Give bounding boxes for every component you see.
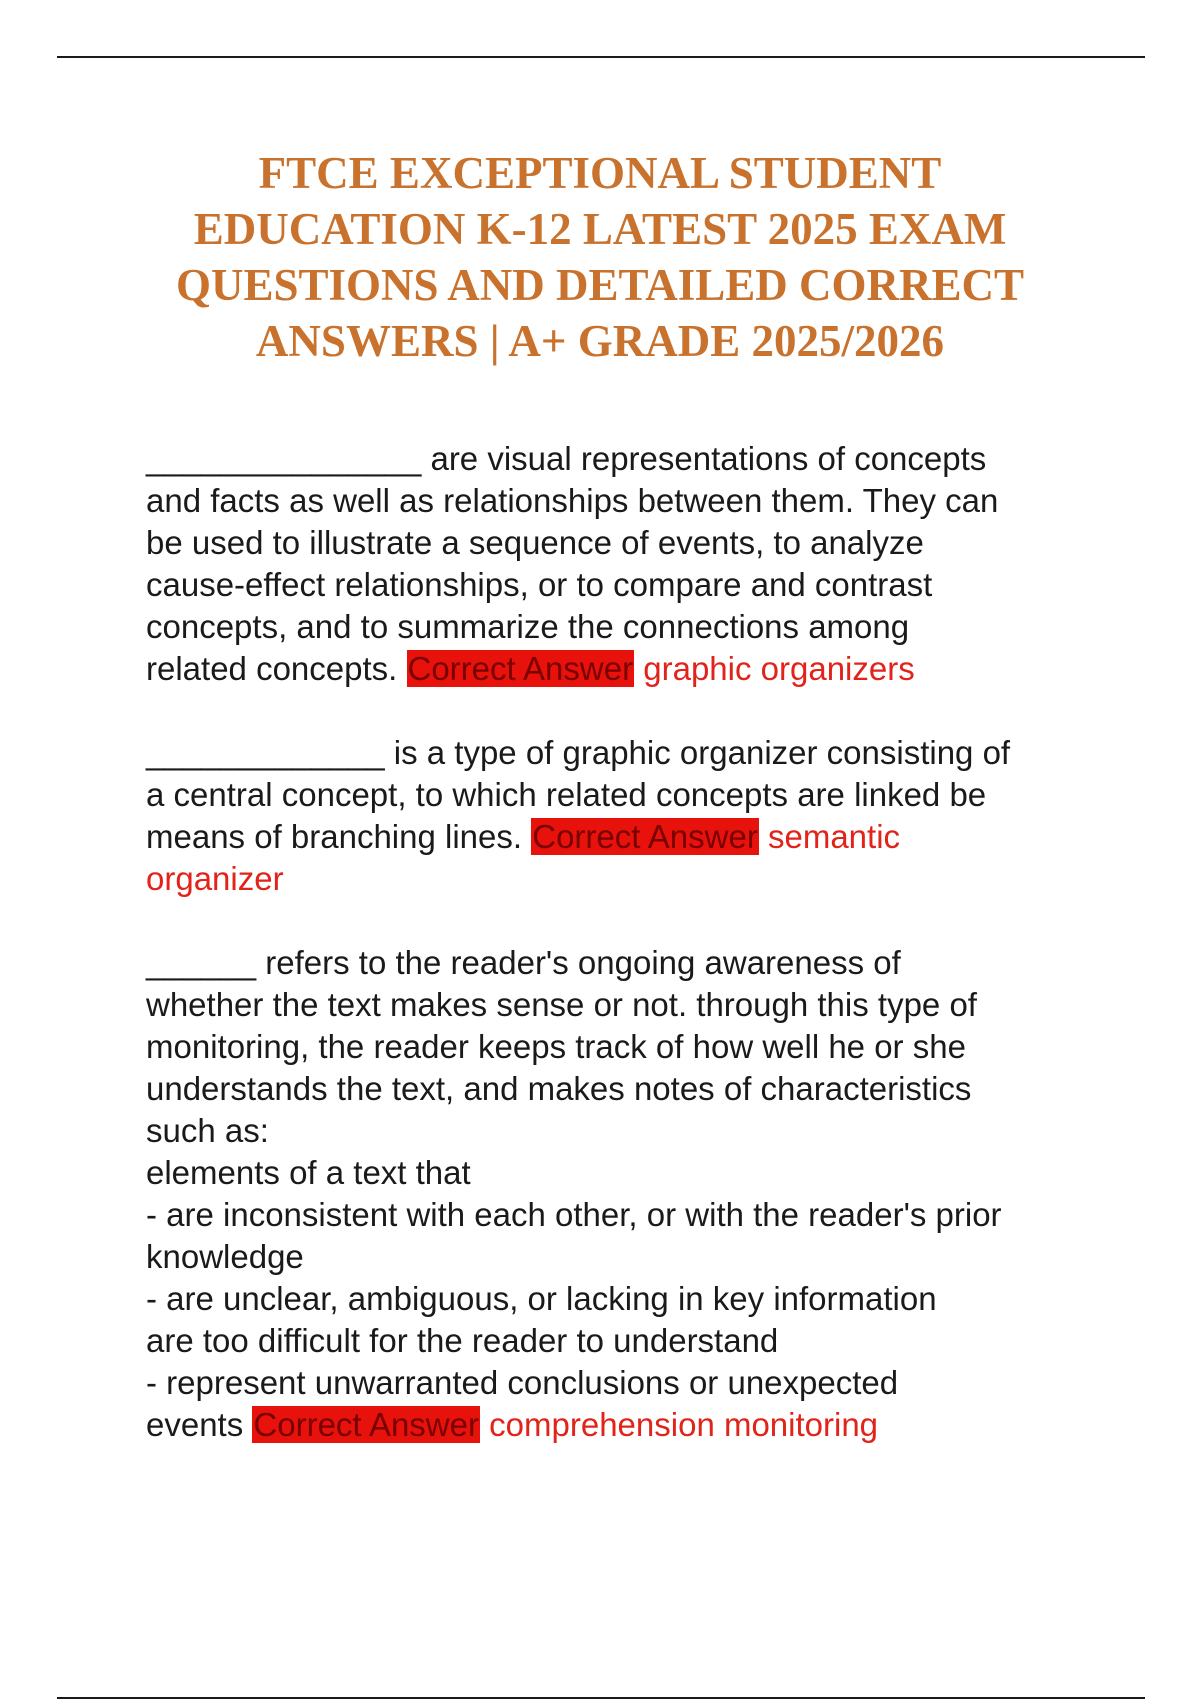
question-line: such as: — [146, 1112, 269, 1149]
question-line: and facts as well as relationships between them. They can — [146, 482, 999, 519]
document-body — [146, 438, 1146, 1488]
title-line: ANSWERS | A+ GRADE 2025/2026 — [255, 316, 945, 366]
question-text: events — [146, 1406, 244, 1443]
question-line-last — [146, 648, 1146, 690]
question-line: are too difficult for the reader to understand — [146, 1322, 779, 1359]
question-text: related concepts. — [146, 650, 398, 687]
question-line-last — [146, 816, 1146, 858]
answer-text: comprehension monitoring — [489, 1406, 879, 1443]
bottom-rule — [57, 1697, 1145, 1699]
title-line: QUESTIONS AND DETAILED CORRECT — [175, 260, 1025, 310]
question-line: - are inconsistent with each other, or with the reader's prior — [146, 1196, 1002, 1233]
title-line: EDUCATION K-12 LATEST 2025 EXAM — [193, 204, 1007, 254]
question-line: knowledge — [146, 1238, 304, 1275]
correct-answer-label: Correct Answer — [407, 650, 634, 687]
title-line: FTCE EXCEPTIONAL STUDENT — [258, 148, 942, 198]
question-line: _____________ is a type of graphic organizer consisting of — [146, 734, 1011, 771]
question-line: ______ refers to the reader's ongoing awareness of — [146, 944, 901, 981]
question-line: - represent unwarranted conclusions or unexpected — [146, 1364, 899, 1401]
question-line: a central concept, to which related concepts are linked be — [146, 776, 987, 813]
answer-text: semantic — [767, 818, 901, 855]
question-line: _______________ are visual representations of concepts — [146, 440, 987, 477]
question-line: understands the text, and makes notes of characteristics — [146, 1070, 972, 1107]
qa-item-3 — [146, 942, 1146, 1446]
top-rule — [57, 56, 1145, 58]
question-line: - are unclear, ambiguous, or lacking in key information — [146, 1280, 937, 1317]
qa-item-1 — [146, 438, 1146, 690]
question-line: elements of a text that — [146, 1154, 471, 1191]
question-line: cause-effect relationships, or to compare and contrast — [146, 566, 933, 603]
correct-answer-label: Correct Answer — [532, 818, 758, 855]
question-line-last — [146, 1404, 1146, 1446]
question-line: be used to illustrate a sequence of events, to analyze — [146, 524, 924, 561]
question-line: whether the text makes sense or not. through this type of — [146, 986, 977, 1023]
correct-answer-label: Correct Answer — [253, 1406, 479, 1443]
question-line: monitoring, the reader keeps track of how well he or she — [146, 1028, 966, 1065]
answer-text: organizer — [146, 860, 284, 897]
answer-text: graphic organizers — [643, 650, 915, 687]
question-line: concepts, and to summarize the connections among — [146, 608, 910, 645]
qa-item-2 — [146, 732, 1146, 900]
question-text: means of branching lines. — [146, 818, 523, 855]
document-title — [100, 145, 1100, 369]
